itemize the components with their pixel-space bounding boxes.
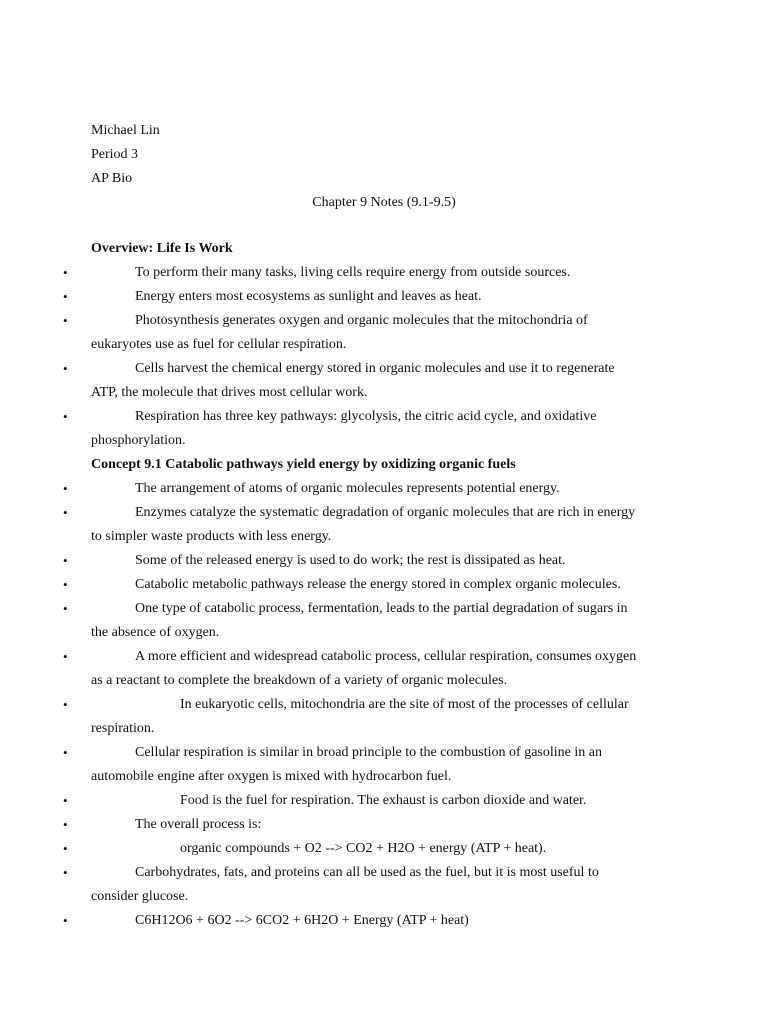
section-heading: Concept 9.1 Catabolic pathways yield energy by oxidizing organic fuels <box>91 457 516 472</box>
bullet-text: Respiration has three key pathways: glycolysis, the citric acid cycle, and oxidative phosphorylation. <box>91 409 597 448</box>
bullet-text: Cells harvest the chemical energy stored in organic molecules and use it to regenerate ATP, the molecule that drives most cellular work. <box>91 361 615 400</box>
bullet-icon: • <box>63 313 68 328</box>
bullet-item <box>0 813 639 837</box>
bullet-text: The overall process is: <box>135 817 262 832</box>
document-title: Chapter 9 Notes (9.1-9.5) <box>312 195 456 210</box>
bullet-item <box>0 501 639 549</box>
bullet-icon: • <box>63 841 68 856</box>
bullet-icon: • <box>63 577 68 592</box>
bullet-text: Energy enters most ecosystems as sunlight and leaves as heat. <box>135 289 482 304</box>
bullet-icon: • <box>63 553 68 568</box>
bullet-icon: • <box>63 481 68 496</box>
notes-body <box>0 237 768 933</box>
author-name: Michael Lin <box>91 123 160 138</box>
bullet-icon: • <box>63 793 68 808</box>
bullet-item <box>0 837 639 861</box>
bullet-text: Food is the fuel for respiration. The exhaust is carbon dioxide and water. <box>180 793 587 808</box>
bullet-text: Photosynthesis generates oxygen and organic molecules that the mitochondria of eukaryotes use as fuel for cellular respiration. <box>91 313 588 352</box>
course-name: AP Bio <box>91 171 133 186</box>
bullet-item <box>0 645 639 693</box>
bullet-text: Enzymes catalyze the systematic degradation of organic molecules that are rich in energy to simpler waste products with less energy. <box>91 505 636 544</box>
bullet-icon: • <box>63 601 68 616</box>
section-heading: Overview: Life Is Work <box>91 241 233 256</box>
bullet-text: The arrangement of atoms of organic molecules represents potential energy. <box>135 481 560 496</box>
bullet-icon: • <box>63 361 68 376</box>
bullet-icon: • <box>63 913 68 928</box>
bullet-item <box>0 477 639 501</box>
bullet-icon: • <box>63 697 68 712</box>
bullet-item <box>0 573 639 597</box>
bullet-text: To perform their many tasks, living cells require energy from outside sources. <box>135 265 571 280</box>
bullet-text: Carbohydrates, fats, and proteins can all be used as the fuel, but it is most useful to consider glucose. <box>91 865 599 904</box>
bullet-icon: • <box>63 865 68 880</box>
bullet-item <box>0 549 639 573</box>
bullet-item <box>0 357 639 405</box>
bullet-item <box>0 861 639 909</box>
bullet-item <box>0 405 639 453</box>
bullet-text: In eukaryotic cells, mitochondria are the site of most of the processes of cellular respiration. <box>91 697 629 736</box>
class-period: Period 3 <box>91 147 139 162</box>
bullet-item <box>0 597 639 645</box>
bullet-text: Catabolic metabolic pathways release the energy stored in complex organic molecules. <box>135 577 621 592</box>
bullet-icon: • <box>63 649 68 664</box>
bullet-item <box>0 741 639 789</box>
bullet-icon: • <box>63 265 68 280</box>
bullet-icon: • <box>63 409 68 424</box>
bullet-item <box>0 693 639 741</box>
bullet-item <box>0 789 639 813</box>
bullet-icon: • <box>63 817 68 832</box>
bullet-text: Some of the released energy is used to do work; the rest is dissipated as heat. <box>135 553 566 568</box>
bullet-text: organic compounds + O2 --> CO2 + H2O + energy (ATP + heat). <box>180 841 547 856</box>
bullet-item <box>0 309 639 357</box>
bullet-icon: • <box>63 505 68 520</box>
bullet-text: Cellular respiration is similar in broad principle to the combustion of gasoline in an automobile engine after oxygen is mixed with hydrocarbon fuel. <box>91 745 602 784</box>
bullet-text: One type of catabolic process, fermentation, leads to the partial degradation of sugars in the absence of oxygen. <box>91 601 628 640</box>
bullet-text: C6H12O6 + 6O2 --> 6CO2 + 6H2O + Energy (ATP + heat) <box>135 913 469 928</box>
bullet-item <box>0 261 639 285</box>
bullet-icon: • <box>63 289 68 304</box>
bullet-item <box>0 909 639 933</box>
bullet-text: A more efficient and widespread catabolic process, cellular respiration, consumes oxygen as a reactant to complete the breakdown of a variety of organic molecules. <box>91 649 637 688</box>
bullet-icon: • <box>63 745 68 760</box>
bullet-item <box>0 285 639 309</box>
